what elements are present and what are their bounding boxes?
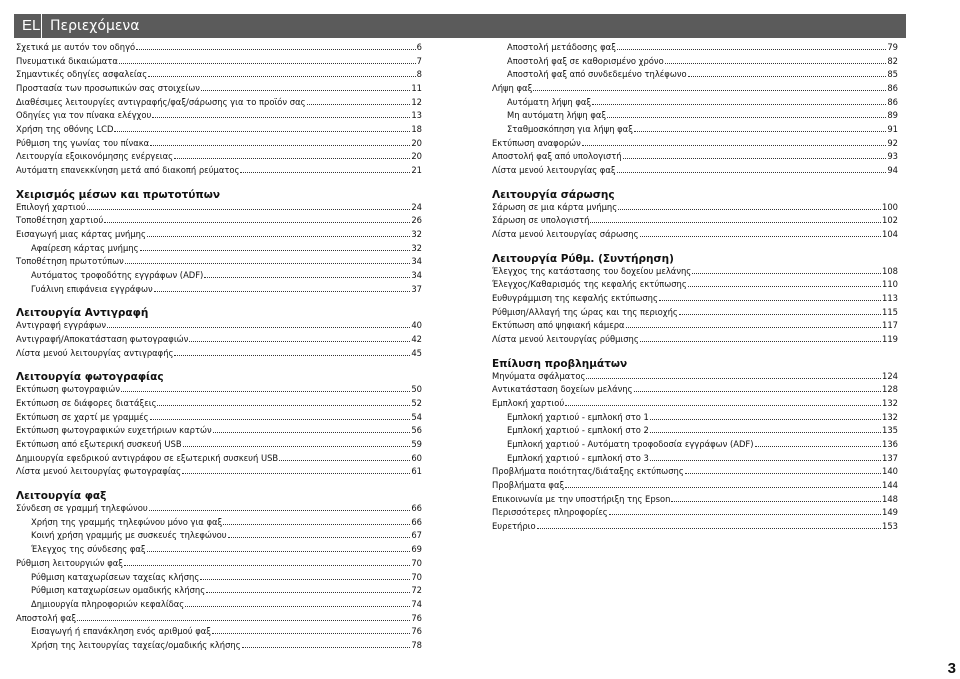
toc-entry-page: 8 xyxy=(416,69,422,80)
dot-leader xyxy=(242,640,411,648)
toc-entry-page: 11 xyxy=(411,83,422,94)
dot-leader xyxy=(154,284,411,292)
toc-entry[interactable] xyxy=(16,530,422,544)
toc-entry[interactable] xyxy=(492,412,898,426)
toc-entry-title: Περισσότερες πληροφορίες xyxy=(492,507,608,518)
toc-entry[interactable] xyxy=(16,243,422,257)
toc-entry-page: 52 xyxy=(411,398,422,409)
toc-entry[interactable] xyxy=(16,124,422,138)
dot-leader xyxy=(185,599,410,607)
toc-entry[interactable] xyxy=(16,626,422,640)
toc-entry[interactable] xyxy=(492,439,898,453)
toc-entry-page: 76 xyxy=(411,626,422,637)
toc-entry[interactable] xyxy=(16,202,422,216)
dot-leader xyxy=(174,151,410,159)
dot-leader xyxy=(136,42,415,50)
dot-leader xyxy=(200,572,410,580)
dot-leader xyxy=(212,626,410,634)
toc-entry-page: 136 xyxy=(882,439,898,450)
toc-entry-page: 113 xyxy=(882,293,898,304)
dot-leader xyxy=(659,293,881,301)
section-heading: Λειτουργία φωτογραφίας xyxy=(16,371,164,384)
toc-entry-title: Μη αυτόματη λήψη φαξ xyxy=(507,110,607,121)
dot-leader xyxy=(623,151,887,159)
toc-entry[interactable] xyxy=(16,425,422,439)
toc-entry-title: Έλεγχος/Καθαρισμός της κεφαλής εκτύπωσης xyxy=(492,279,687,290)
section-heading: Χειρισμός μέσων και πρωτοτύπων xyxy=(16,188,220,201)
toc-entry-title: Λίστα μενού λειτουργίας σάρωσης xyxy=(492,229,639,240)
dot-leader xyxy=(149,503,411,511)
toc-entry-page: 66 xyxy=(411,516,422,527)
toc-entry[interactable] xyxy=(492,202,898,216)
toc-entry[interactable] xyxy=(16,398,422,412)
dot-leader xyxy=(147,544,411,552)
toc-entry-title: Λίστα μενού λειτουργίας φωτογραφίας xyxy=(16,466,182,477)
toc-entry-page: 34 xyxy=(411,270,422,281)
toc-entry[interactable] xyxy=(492,334,898,348)
toc-entry-title: Πνευματικά δικαιώματα xyxy=(16,55,118,66)
toc-entry-title: Αποστολή φαξ xyxy=(16,612,77,623)
toc-entry-page: 20 xyxy=(411,151,422,162)
toc-right-column xyxy=(492,42,898,535)
toc-entry-title: Εκτύπωση φωτογραφικών ευχετήριων καρτών xyxy=(16,425,212,436)
toc-entry-title: Αντιγραφή εγγράφων xyxy=(16,320,107,331)
toc-entry-title: Εκτύπωση από ψηφιακή κάμερα xyxy=(492,320,625,331)
toc-entry-title: Ευρετήριο xyxy=(492,521,536,532)
toc-entry-page: 108 xyxy=(882,265,898,276)
toc-entry-title: Σχετικά με αυτόν τον οδηγό xyxy=(16,42,136,52)
toc-entry[interactable] xyxy=(16,215,422,229)
toc-entry-page: 69 xyxy=(411,544,422,555)
dot-leader xyxy=(582,138,887,146)
toc-entry[interactable] xyxy=(492,56,898,70)
toc-entry-page: 148 xyxy=(882,493,898,504)
toc-entry-title: Ρύθμιση της γωνίας του πίνακα xyxy=(16,137,150,148)
dot-leader xyxy=(201,83,410,91)
dot-leader xyxy=(565,480,881,488)
toc-entry-title: Λήψη φαξ xyxy=(492,83,533,94)
toc-entry[interactable] xyxy=(16,517,422,531)
toc-entry-title: Κοινή χρήση γραμμής με συσκευές τηλεφώνου xyxy=(31,530,227,541)
toc-entry-page: 91 xyxy=(887,124,898,135)
toc-entry[interactable] xyxy=(492,453,898,467)
dot-leader xyxy=(157,398,410,406)
toc-entry-page: 144 xyxy=(882,480,898,491)
toc-entry-page: 89 xyxy=(887,110,898,121)
toc-entry-title: Εκτύπωση από εξωτερική συσκευή USB xyxy=(16,439,182,450)
toc-entry[interactable] xyxy=(16,138,422,152)
toc-entry-page: 115 xyxy=(882,306,898,317)
dot-leader xyxy=(634,384,882,392)
toc-entry-title: Εισαγωγή ή επανάκληση ενός αριθμού φαξ xyxy=(31,626,211,637)
toc-entry-page: 20 xyxy=(411,137,422,148)
toc-entry-title: Λειτουργία εξοικονόμησης ενέργειας xyxy=(16,151,174,162)
toc-entry-title: Προβλήματα ποιότητας/διάταξης εκτύπωσης xyxy=(492,466,684,477)
toc-entry-page: 37 xyxy=(411,283,422,294)
section-heading: Λειτουργία φαξ xyxy=(16,490,107,503)
toc-entry-title: Ευθυγράμμιση της κεφαλής εκτύπωσης xyxy=(492,293,658,304)
dot-leader xyxy=(533,83,886,91)
toc-entry[interactable] xyxy=(492,480,898,494)
dot-leader xyxy=(755,439,881,447)
dot-leader xyxy=(150,412,411,420)
toc-entry[interactable] xyxy=(16,270,422,284)
toc-entry-title: Δημιουργία εφεδρικού αντιγράφου σε εξωτερική συσκευή USB xyxy=(16,452,279,463)
dot-leader xyxy=(590,215,881,223)
toc-entry-page: 86 xyxy=(887,83,898,94)
toc-entry-title: Προβλήματα φαξ xyxy=(492,480,565,491)
dot-leader xyxy=(213,425,411,433)
toc-entry[interactable] xyxy=(492,521,898,535)
dot-leader xyxy=(124,558,410,566)
toc-entry-title: Χρήση της λειτουργίας ταχείας/ομαδικής κλήσης xyxy=(31,639,241,650)
dot-leader xyxy=(107,320,410,328)
dot-leader xyxy=(152,110,410,118)
toc-entry-page: 102 xyxy=(882,215,898,226)
toc-entry-title: Αντιγραφή/Αποκατάσταση φωτογραφιών xyxy=(16,334,189,345)
toc-entry-page: 54 xyxy=(411,411,422,422)
toc-entry-title: Ρύθμιση λειτουργιών φαξ xyxy=(16,557,123,568)
dot-leader xyxy=(634,124,886,132)
toc-entry[interactable] xyxy=(492,307,898,321)
toc-entry-page: 40 xyxy=(411,320,422,331)
page-title: Περιεχόμενα xyxy=(50,18,140,34)
toc-entry-title: Τοποθέτηση πρωτοτύπων xyxy=(16,256,124,267)
toc-entry-page: 45 xyxy=(411,347,422,358)
dot-leader xyxy=(685,466,881,474)
toc-entry[interactable] xyxy=(16,613,422,627)
dot-leader xyxy=(626,320,881,328)
toc-entry-page: 100 xyxy=(882,201,898,212)
toc-entry-page: 137 xyxy=(882,452,898,463)
toc-entry[interactable] xyxy=(16,256,422,270)
toc-entry[interactable] xyxy=(492,466,898,480)
toc-entry[interactable] xyxy=(16,544,422,558)
toc-entry-page: 117 xyxy=(882,320,898,331)
toc-entry-page: 74 xyxy=(411,598,422,609)
toc-entry-page: 140 xyxy=(882,466,898,477)
toc-entry[interactable] xyxy=(16,42,422,56)
dot-leader xyxy=(592,97,886,105)
header-bar xyxy=(14,14,906,38)
toc-entry-page: 119 xyxy=(882,334,898,345)
toc-entry-title: Εκτύπωση αναφορών xyxy=(492,137,581,148)
dot-leader xyxy=(617,165,887,173)
toc-entry-page: 59 xyxy=(411,439,422,450)
toc-entry[interactable] xyxy=(492,398,898,412)
toc-entry-page: 21 xyxy=(411,165,422,176)
toc-entry[interactable] xyxy=(16,284,422,298)
toc-entry-page: 104 xyxy=(882,229,898,240)
toc-entry-title: Έλεγχος της κατάστασης του δοχείου μελάνης xyxy=(492,265,692,276)
dot-leader xyxy=(204,270,410,278)
toc-entry-title: Αποστολή φαξ από υπολογιστή xyxy=(492,151,622,162)
toc-entry-page: 82 xyxy=(887,55,898,66)
toc-left-column xyxy=(16,42,422,654)
toc-entry[interactable] xyxy=(16,453,422,467)
dot-leader xyxy=(688,69,887,77)
toc-entry[interactable] xyxy=(492,371,898,385)
toc-entry-title: Εμπλοκή χαρτιού xyxy=(492,398,565,409)
toc-entry-title: Ρύθμιση καταχωρίσεων ταχείας κλήσης xyxy=(31,571,200,582)
toc-entry[interactable] xyxy=(492,320,898,334)
toc-entry[interactable] xyxy=(16,348,422,362)
toc-entry[interactable] xyxy=(16,69,422,83)
toc-entry[interactable] xyxy=(492,293,898,307)
toc-entry-title: Εμπλοκή χαρτιού - Αυτόματη τροφοδοσία εγγράφων (ADF) xyxy=(507,439,754,450)
toc-entry-title: Αυτόματος τροφοδότης εγγράφων (ADF) xyxy=(31,270,204,281)
toc-entry[interactable] xyxy=(16,229,422,243)
language-code: EL xyxy=(14,14,42,38)
section-heading: Επίλυση προβλημάτων xyxy=(492,357,628,370)
dot-leader xyxy=(147,229,410,237)
toc-entry[interactable] xyxy=(16,151,422,165)
toc-entry-title: Σημαντικές οδηγίες ασφαλείας xyxy=(16,69,148,80)
dot-leader xyxy=(679,307,881,315)
toc-entry-page: 42 xyxy=(411,334,422,345)
toc-entry-title: Σταθμοσκόπηση για λήψη φαξ xyxy=(507,124,633,135)
toc-entry-title: Σάρωση σε μια κάρτα μνήμης xyxy=(492,201,618,212)
dot-leader xyxy=(228,530,411,538)
toc-entry-title: Αφαίρεση κάρτας μνήμης xyxy=(31,242,139,253)
toc-entry[interactable] xyxy=(492,165,898,179)
dot-leader xyxy=(174,348,410,356)
toc-entry-page: 93 xyxy=(887,151,898,162)
toc-entry[interactable] xyxy=(16,572,422,586)
toc-entry-page: 128 xyxy=(882,384,898,395)
section-heading: Λειτουργία Ρύθμ. (Συντήρηση) xyxy=(492,252,674,265)
dot-leader xyxy=(692,266,881,274)
toc-entry-title: Σάρωση σε υπολογιστή xyxy=(492,215,590,226)
toc-entry-title: Διαθέσιμες λειτουργίες αντιγραφής/φαξ/σάρωσης για το προϊόν σας xyxy=(16,96,306,107)
dot-leader xyxy=(140,243,411,251)
toc-entry[interactable] xyxy=(492,494,898,508)
dot-leader xyxy=(183,439,411,447)
toc-entry-title: Μηνύματα σφάλματος xyxy=(492,370,586,381)
dot-leader xyxy=(104,215,410,223)
toc-entry-page: 7 xyxy=(416,55,422,66)
dot-leader xyxy=(206,585,410,593)
toc-entry-title: Εκτύπωση σε διάφορες διατάξεις xyxy=(16,398,157,409)
toc-entry-page: 132 xyxy=(882,411,898,422)
dot-leader xyxy=(307,97,411,105)
toc-entry-title: Ρύθμιση καταχωρίσεων ομαδικής κλήσης xyxy=(31,585,206,596)
toc-entry-page: 32 xyxy=(411,242,422,253)
dot-leader xyxy=(650,412,881,420)
toc-entry-title: Αποστολή μετάδοσης φαξ xyxy=(507,42,616,52)
toc-entry-page: 24 xyxy=(411,201,422,212)
toc-entry-title: Αυτόματη λήψη φαξ xyxy=(507,96,592,107)
toc-entry-page: 34 xyxy=(411,256,422,267)
toc-entry-title: Εμπλοκή χαρτιού - εμπλοκή στο 2 xyxy=(507,425,649,436)
dot-leader xyxy=(148,69,416,77)
toc-entry-page: 153 xyxy=(882,521,898,532)
toc-entry-page: 61 xyxy=(411,466,422,477)
toc-entry[interactable] xyxy=(16,585,422,599)
toc-entry-page: 79 xyxy=(887,42,898,52)
toc-entry-title: Δημιουργία πληροφοριών κεφαλίδας xyxy=(31,598,185,609)
toc-entry[interactable] xyxy=(16,412,422,426)
dot-leader xyxy=(640,334,881,342)
toc-entry[interactable] xyxy=(16,466,422,480)
toc-entry-title: Χρήση της γραμμής τηλεφώνου μόνο για φαξ xyxy=(31,516,223,527)
toc-entry[interactable] xyxy=(16,320,422,334)
toc-entry-title: Αυτόματη επανεκκίνηση μετά από διακοπή ρεύματος xyxy=(16,165,240,176)
toc-entry-page: 110 xyxy=(882,279,898,290)
toc-entry-page: 70 xyxy=(411,571,422,582)
section-heading: Λειτουργία Αντιγραφή xyxy=(16,307,149,320)
toc-entry-title: Λίστα μενού λειτουργίας αντιγραφής xyxy=(16,347,174,358)
dot-leader xyxy=(87,202,411,210)
page-number: 3 xyxy=(947,660,956,677)
toc-entry-title: Επιλογή χαρτιού xyxy=(16,201,86,212)
toc-entry[interactable] xyxy=(492,42,898,56)
toc-entry[interactable] xyxy=(492,507,898,521)
toc-entry-page: 67 xyxy=(411,530,422,541)
dot-leader xyxy=(125,256,410,264)
toc-entry-title: Εμπλοκή χαρτιού - εμπλοκή στο 1 xyxy=(507,411,649,422)
toc-entry[interactable] xyxy=(16,56,422,70)
dot-leader xyxy=(650,425,881,433)
toc-entry-page: 50 xyxy=(411,384,422,395)
dot-leader xyxy=(119,56,416,64)
toc-entry-page: 85 xyxy=(887,69,898,80)
toc-entry[interactable] xyxy=(492,151,898,165)
toc-entry[interactable] xyxy=(492,215,898,229)
dot-leader xyxy=(688,279,881,287)
toc-entry[interactable] xyxy=(16,439,422,453)
toc-entry[interactable] xyxy=(16,110,422,124)
toc-entry-page: 135 xyxy=(882,425,898,436)
dot-leader xyxy=(279,453,410,461)
toc-entry-page: 124 xyxy=(882,370,898,381)
dot-leader xyxy=(650,453,881,461)
toc-entry-page: 60 xyxy=(411,452,422,463)
toc-entry-title: Έλεγχος της σύνδεσης φαξ xyxy=(31,544,146,555)
toc-entry[interactable] xyxy=(16,503,422,517)
dot-leader xyxy=(223,517,410,525)
toc-entry-page: 13 xyxy=(411,110,422,121)
toc-entry-page: 78 xyxy=(411,639,422,650)
dot-leader xyxy=(150,138,410,146)
dot-leader xyxy=(609,507,881,515)
toc-entry[interactable] xyxy=(492,266,898,280)
toc-entry[interactable] xyxy=(492,83,898,97)
toc-entry-page: 32 xyxy=(411,229,422,240)
toc-entry[interactable] xyxy=(492,69,898,83)
dot-leader xyxy=(586,371,881,379)
toc-entry-page: 76 xyxy=(411,612,422,623)
dot-leader xyxy=(182,466,410,474)
dot-leader xyxy=(565,398,881,406)
toc-entry-title: Εμπλοκή χαρτιού - εμπλοκή στο 3 xyxy=(507,452,649,463)
toc-entry[interactable] xyxy=(492,124,898,138)
dot-leader xyxy=(671,494,881,502)
toc-entry-page: 66 xyxy=(411,503,422,514)
dot-leader xyxy=(665,56,887,64)
toc-entry-title: Επικοινωνία με την υποστήριξη της Epson xyxy=(492,493,671,504)
toc-entry-title: Χρήση της οθόνης LCD xyxy=(16,124,114,135)
toc-entry[interactable] xyxy=(16,384,422,398)
toc-entry[interactable] xyxy=(492,138,898,152)
toc-entry[interactable] xyxy=(16,558,422,572)
dot-leader xyxy=(607,110,886,118)
toc-entry[interactable] xyxy=(492,110,898,124)
toc-entry-title: Προστασία των προσωπικών σας στοιχείων xyxy=(16,83,200,94)
toc-entry-page: 132 xyxy=(882,398,898,409)
toc-entry-page: 72 xyxy=(411,585,422,596)
section-heading: Λειτουργία σάρωσης xyxy=(492,188,615,201)
toc-entry-title: Γυάλινη επιφάνεια εγγράφων xyxy=(31,283,153,294)
dot-leader xyxy=(640,229,882,237)
toc-entry-title: Οδηγίες για τον πίνακα ελέγχου xyxy=(16,110,152,121)
toc-entry-title: Ρύθμιση/Αλλαγή της ώρας και της περιοχής xyxy=(492,306,678,317)
toc-entry-page: 92 xyxy=(887,137,898,148)
toc-entry-title: Τοποθέτηση χαρτιού xyxy=(16,215,104,226)
toc-entry-page: 6 xyxy=(416,42,422,52)
toc-entry-page: 26 xyxy=(411,215,422,226)
toc-entry-title: Εισαγωγή μιας κάρτας μνήμης xyxy=(16,229,146,240)
toc-entry[interactable] xyxy=(16,165,422,179)
dot-leader xyxy=(617,42,886,50)
dot-leader xyxy=(189,334,410,342)
toc-entry[interactable] xyxy=(492,229,898,243)
toc-entry-title: Εκτύπωση σε χαρτί με γραμμές xyxy=(16,411,149,422)
dot-leader xyxy=(121,384,410,392)
toc-entry-title: Αντικατάσταση δοχείων μελάνης xyxy=(492,384,633,395)
dot-leader xyxy=(240,165,410,173)
toc-entry-page: 94 xyxy=(887,165,898,176)
toc-entry[interactable] xyxy=(16,97,422,111)
toc-entry[interactable] xyxy=(16,334,422,348)
dot-leader xyxy=(537,521,881,529)
toc-entry-page: 18 xyxy=(411,124,422,135)
toc-entry-title: Εκτύπωση φωτογραφιών xyxy=(16,384,120,395)
toc-entry[interactable] xyxy=(492,279,898,293)
toc-entry[interactable] xyxy=(492,425,898,439)
toc-entry-page: 12 xyxy=(411,96,422,107)
toc-entry[interactable] xyxy=(492,97,898,111)
toc-entry-page: 149 xyxy=(882,507,898,518)
toc-entry[interactable] xyxy=(16,83,422,97)
toc-entry-title: Αποστολή φαξ σε καθορισμένο χρόνο xyxy=(507,55,664,66)
dot-leader xyxy=(618,202,881,210)
toc-entry-title: Λίστα μενού λειτουργίας ρύθμισης xyxy=(492,334,639,345)
toc-entry-page: 86 xyxy=(887,96,898,107)
dot-leader xyxy=(114,124,410,132)
toc-entry[interactable] xyxy=(16,640,422,654)
toc-entry-page: 70 xyxy=(411,557,422,568)
toc-entry-title: Λίστα μενού λειτουργίας φαξ xyxy=(492,165,616,176)
dot-leader xyxy=(77,613,410,621)
toc-entry[interactable] xyxy=(16,599,422,613)
toc-entry[interactable] xyxy=(492,384,898,398)
toc-entry-title: Σύνδεση σε γραμμή τηλεφώνου xyxy=(16,503,148,514)
toc-entry-page: 56 xyxy=(411,425,422,436)
toc-entry-title: Αποστολή φαξ από συνδεδεμένο τηλέφωνο xyxy=(507,69,687,80)
